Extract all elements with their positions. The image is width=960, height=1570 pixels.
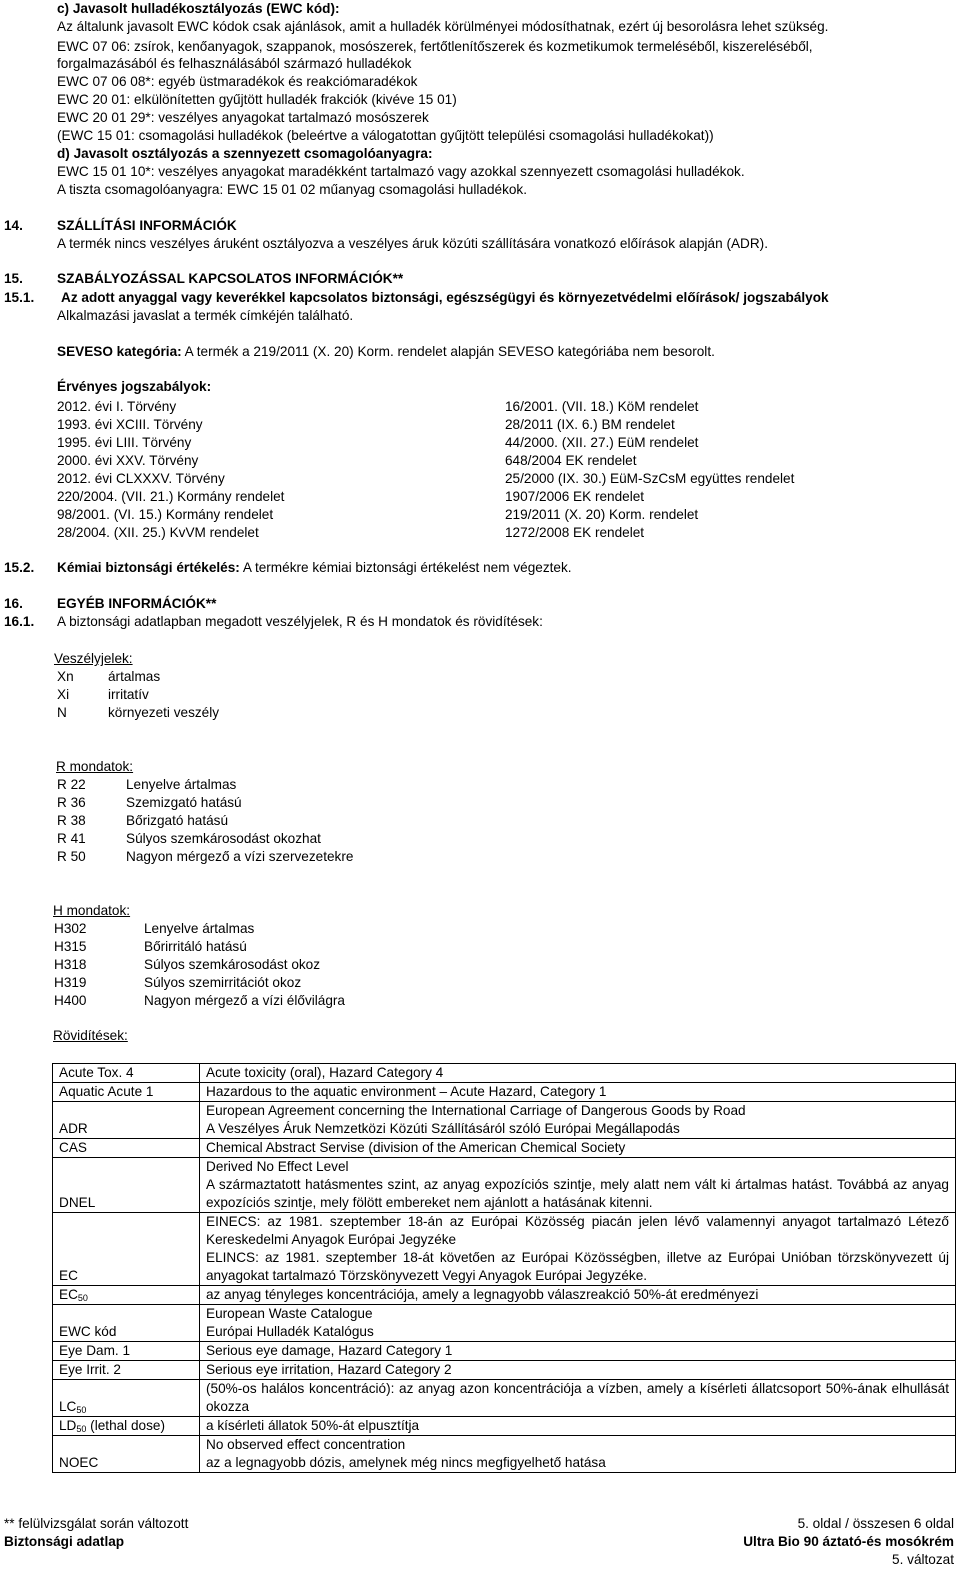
footer-version: 5. változat [892,1552,954,1567]
h-phrase-code: H400 [54,993,87,1008]
abbreviation-row [53,1286,956,1305]
abbreviation-row [53,1064,956,1083]
section-c-line: EWC 07 06: zsírok, kenőanyagok, szappanok, mosószerek, fertőtlenítőszerek és kozmetikumok termeléséből, kiszereléséből, [57,39,813,54]
section-14-title: SZÁLLÍTÁSI INFORMÁCIÓK [57,218,237,233]
r-phrase-text: Szemizgató hatású [126,795,242,810]
abbreviation-description-line: A Veszélyes Áruk Nemzetközi Közúti Szállításáról szóló Európai Megállapodás [206,1121,680,1136]
section-16-1-number: 16.1. [4,614,35,629]
section-c-line: EWC 20 01 29*: veszélyes anyagokat tartalmazó mosószerek [57,110,429,125]
h-phrase-text: Súlyos szemkárosodást okoz [144,957,321,972]
footer-product-name: Ultra Bio 90 áztató-és mosókrém [743,1534,954,1549]
abbreviation-description [200,1286,956,1305]
abbreviation-description-line: A származtatott hatásmentes szint, az anyag expozíciós szintje, mely alatt nem vált ki ártalmas hatást. Továbbá az anyag expozíciós szintje, mely fölött embereket nem ajánlott a hatásának kitenni. [206,1177,949,1210]
hazard-text: környezeti veszély [108,705,220,720]
abbreviation-description-line: Derived No Effect Level [206,1159,349,1174]
abbreviation-key [53,1064,200,1083]
section-14-text: A termék nincs veszélyes áruként osztályozva a veszélyes áruk közúti szállítására vonatkozó előírások alapján (ADR). [57,236,768,251]
footer-page-number: 5. oldal / összesen 6 oldal [797,1516,954,1531]
section-15-2-label: Kémiai biztonsági értékelés: [57,560,240,575]
section-d-line: A tiszta csomagolóanyagra: EWC 15 01 02 műanyag csomagolási hulladékok. [57,182,527,197]
hazard-symbols-title: Veszélyjelek: [54,651,133,666]
abbreviations-title: Rövidítések: [53,1028,128,1043]
abbreviation-description [200,1380,956,1417]
law-item: 2000. évi XXV. Törvény [57,453,199,468]
r-phrase-code: R 38 [57,813,86,828]
r-phrase-code: R 22 [57,777,86,792]
r-phrase-code: R 41 [57,831,86,846]
abbreviation-key-subscript: 50 [76,1424,87,1434]
abbreviation-key-text: NOEC [59,1455,99,1470]
r-phrase-text: Lenyelve ártalmas [126,777,237,792]
section-15-1-text: Alkalmazási javaslat a termék címkéjén található. [57,308,354,323]
law-item: 28/2011 (IX. 6.) BM rendelet [505,417,675,432]
abbreviation-row [53,1139,956,1158]
abbreviation-description-line: az anyag tényleges koncentrációja, amely a legnagyobb válaszreakció 50%-át eredményezi [206,1287,759,1302]
hazard-text: irritatív [108,687,149,702]
abbreviation-description-line: Európai Hulladék Katalógus [206,1324,374,1339]
h-phrase-code: H319 [54,975,87,990]
abbreviation-key-subscript: 50 [77,1293,88,1303]
abbreviation-key [53,1102,200,1139]
section-15-number: 15. [4,271,23,286]
abbreviation-key [53,1158,200,1213]
h-phrase-code: H318 [54,957,87,972]
abbreviation-key-text: EWC kód [59,1324,117,1339]
section-15-2-text: A termékre kémiai biztonsági értékelést nem végeztek. [239,560,572,575]
section-15-1-number: 15.1. [4,290,35,305]
section-15-2-line [57,559,572,577]
abbreviation-row [53,1342,956,1361]
h-phrase-code: H315 [54,939,87,954]
abbreviation-description [200,1064,956,1083]
abbreviation-key [53,1436,200,1473]
h-phrase-text: Súlyos szemirritációt okoz [144,975,302,990]
section-d-title: d) Javasolt osztályozás a szennyezett csomagolóanyagra: [57,146,433,161]
abbreviation-description-line: az a legnagyobb dózis, amelynek még nincs megfigyelhető hatása [206,1455,606,1470]
abbreviation-description [200,1139,956,1158]
law-item: 2012. évi I. Törvény [57,399,177,414]
h-phrases-title: H mondatok: [53,903,131,918]
abbreviation-description-line: Acute toxicity (oral), Hazard Category 4 [206,1065,444,1080]
abbreviation-row [53,1102,956,1139]
hazard-code: N [57,705,67,720]
abbreviation-key-text: Eye Irrit. 2 [59,1362,121,1377]
law-item: 25/2000 (IX. 30.) EüM-SzCsM együttes rendelet [505,471,795,486]
abbreviation-description [200,1417,956,1436]
section-c-title: c) Javasolt hulladékosztályozás (EWC kód): [57,1,340,16]
abbreviation-key [53,1417,200,1436]
section-c-line: Az általunk javasolt EWC kódok csak ajánlások, amit a hulladék körülményei módosíthatnak, ezért új besorolásra lehet szükség. [57,19,829,34]
law-item: 1907/2006 EK rendelet [505,489,645,504]
abbreviation-description-line: ELINCS: az 1981. szeptember 18-át követően az Európai Közösségben, illetve az Európai Unióban törzskönyvezett új anyagokat tartalmazó Törzskönyvezett Vegyi Anyagok Európai Jegyzéke. [206,1250,949,1283]
abbreviation-key [53,1361,200,1380]
abbreviation-key-text: EC [59,1287,78,1302]
abbreviation-row [53,1213,956,1286]
abbreviation-key-text: ADR [59,1121,88,1136]
law-item: 28/2004. (XII. 25.) KvVM rendelet [57,525,259,540]
abbreviation-row [53,1158,956,1213]
section-15-2-number: 15.2. [4,560,35,575]
abbreviation-row [53,1380,956,1417]
laws-title: Érvényes jogszabályok: [57,379,212,394]
abbreviation-description [200,1213,956,1286]
r-phrase-code: R 36 [57,795,86,810]
r-phrase-code: R 50 [57,849,86,864]
abbreviation-description-line: Chemical Abstract Servise (division of the American Chemical Society [206,1140,626,1155]
law-item: 2012. évi CLXXXV. Törvény [57,471,225,486]
h-phrase-code: H302 [54,921,87,936]
footer-revision-note: ** felülvizsgálat során változott [4,1516,189,1531]
abbreviation-row [53,1417,956,1436]
abbreviation-description-line: Hazardous to the aquatic environment – Acute Hazard, Category 1 [206,1084,607,1099]
h-phrase-text: Lenyelve ártalmas [144,921,255,936]
abbreviation-description-line: No observed effect concentration [206,1437,406,1452]
abbreviation-key-text: Eye Dam. 1 [59,1343,131,1358]
section-15-title: SZABÁLYOZÁSSAL KAPCSOLATOS INFORMÁCIÓK** [57,271,404,286]
abbreviation-description [200,1342,956,1361]
abbreviation-description [200,1436,956,1473]
r-phrase-text: Bőrizgató hatású [126,813,229,828]
abbreviation-description-line: European Waste Catalogue [206,1306,373,1321]
section-c-line: forgalmazásából és felhasználásából származó hulladékok [57,56,412,71]
law-item: 98/2001. (VI. 15.) Kormány rendelet [57,507,274,522]
abbreviations-table [52,1063,956,1473]
abbreviation-description-line: (50%-os halálos koncentráció): az anyag azon koncentrációja a vízben, amely a kísérleti állatcsoport 50%-ának elhullását okozza [206,1381,949,1414]
abbreviation-key-text: LD [59,1418,77,1433]
abbreviation-description [200,1102,956,1139]
abbreviation-description [200,1305,956,1342]
section-c-line: EWC 07 06 08*: egyéb üstmaradékok és reakciómaradékok [57,74,418,89]
section-c-line: (EWC 15 01: csomagolási hulladékok (beleértve a válogatottan gyűjtött települési csomagolási hulladékokat)) [57,128,714,143]
abbreviation-description [200,1158,956,1213]
abbreviation-description-line: EINECS: az 1981. szeptember 18-án az Európai Közösség piacán jelen lévő valamennyi anyagot tartalmazó Létező Kereskedelmi Anyagok Európai Jegyzéke [206,1214,949,1247]
abbreviation-description [200,1361,956,1380]
abbreviations-body [53,1064,956,1473]
abbreviation-key-text: LC [59,1399,77,1414]
h-phrase-text: Bőrirritáló hatású [144,939,247,954]
abbreviation-description-line: European Agreement concerning the International Carriage of Dangerous Goods by Road [206,1103,746,1118]
abbreviation-key [53,1213,200,1286]
section-d-line: EWC 15 01 10*: veszélyes anyagokat maradékként tartalmazó vagy azokkal szennyezett csomagolási hulladékok. [57,164,745,179]
abbreviation-key [53,1305,200,1342]
abbreviation-row [53,1361,956,1380]
r-phrase-text: Nagyon mérgező a vízi szervezetekre [126,849,354,864]
abbreviation-description-line: a kísérleti állatok 50%-át elpusztítja [206,1418,420,1433]
hazard-text: ártalmas [108,669,161,684]
abbreviation-row [53,1083,956,1102]
seveso-line [57,343,715,361]
section-15-1-title: Az adott anyaggal vagy keverékkel kapcsolatos biztonsági, egészségügyi és környezetvédelmi előírások/ jogszabályok [61,290,829,305]
abbreviation-key [53,1342,200,1361]
section-16-title: EGYÉB INFORMÁCIÓK** [57,596,217,611]
law-item: 1272/2008 EK rendelet [505,525,645,540]
law-item: 1993. évi XCIII. Törvény [57,417,203,432]
r-phrases-title: R mondatok: [56,759,134,774]
abbreviation-key-text: DNEL [59,1195,96,1210]
abbreviation-key [53,1380,200,1417]
hazard-code: Xn [57,669,74,684]
hazard-code: Xi [57,687,70,702]
law-item: 220/2004. (VII. 21.) Kormány rendelet [57,489,285,504]
footer-doc-type: Biztonsági adatlap [4,1534,125,1549]
section-16-number: 16. [4,596,23,611]
abbreviation-key [53,1083,200,1102]
abbreviation-description-line: Serious eye damage, Hazard Category 1 [206,1343,453,1358]
abbreviation-key-subscript: 50 [76,1405,87,1415]
r-phrase-text: Súlyos szemkárosodást okozhat [126,831,321,846]
seveso-label: SEVESO kategória: [57,344,182,359]
abbreviation-key-text: Aquatic Acute 1 [59,1084,154,1099]
abbreviation-key [53,1139,200,1158]
section-c-line: EWC 20 01: elkülönítetten gyűjtött hulladék frakciók (kivéve 15 01) [57,92,457,107]
abbreviation-key-text: CAS [59,1140,87,1155]
law-item: 16/2001. (VII. 18.) KöM rendelet [505,399,699,414]
law-item: 1995. évi LIII. Törvény [57,435,192,450]
abbreviation-description-line: Serious eye irritation, Hazard Category 2 [206,1362,452,1377]
abbreviation-row [53,1436,956,1473]
section-14-number: 14. [4,218,23,233]
section-16-1-text: A biztonsági adatlapban megadott veszélyjelek, R és H mondatok és rövidítések: [57,614,543,629]
abbreviation-row [53,1305,956,1342]
law-item: 44/2000. (XII. 27.) EüM rendelet [505,435,699,450]
law-item: 648/2004 EK rendelet [505,453,637,468]
h-phrase-text: Nagyon mérgező a vízi élővilágra [144,993,345,1008]
abbreviation-key-text: EC [59,1268,78,1283]
law-item: 219/2011 (X. 20) Korm. rendelet [505,507,699,522]
abbreviation-description [200,1083,956,1102]
seveso-text: A termék a 219/2011 (X. 20) Korm. rendelet alapján SEVESO kategóriába nem besorolt. [181,344,715,359]
abbreviation-key-text: Acute Tox. 4 [59,1065,134,1080]
abbreviation-key [53,1286,200,1305]
abbreviation-key-suffix: (lethal dose) [86,1418,165,1433]
